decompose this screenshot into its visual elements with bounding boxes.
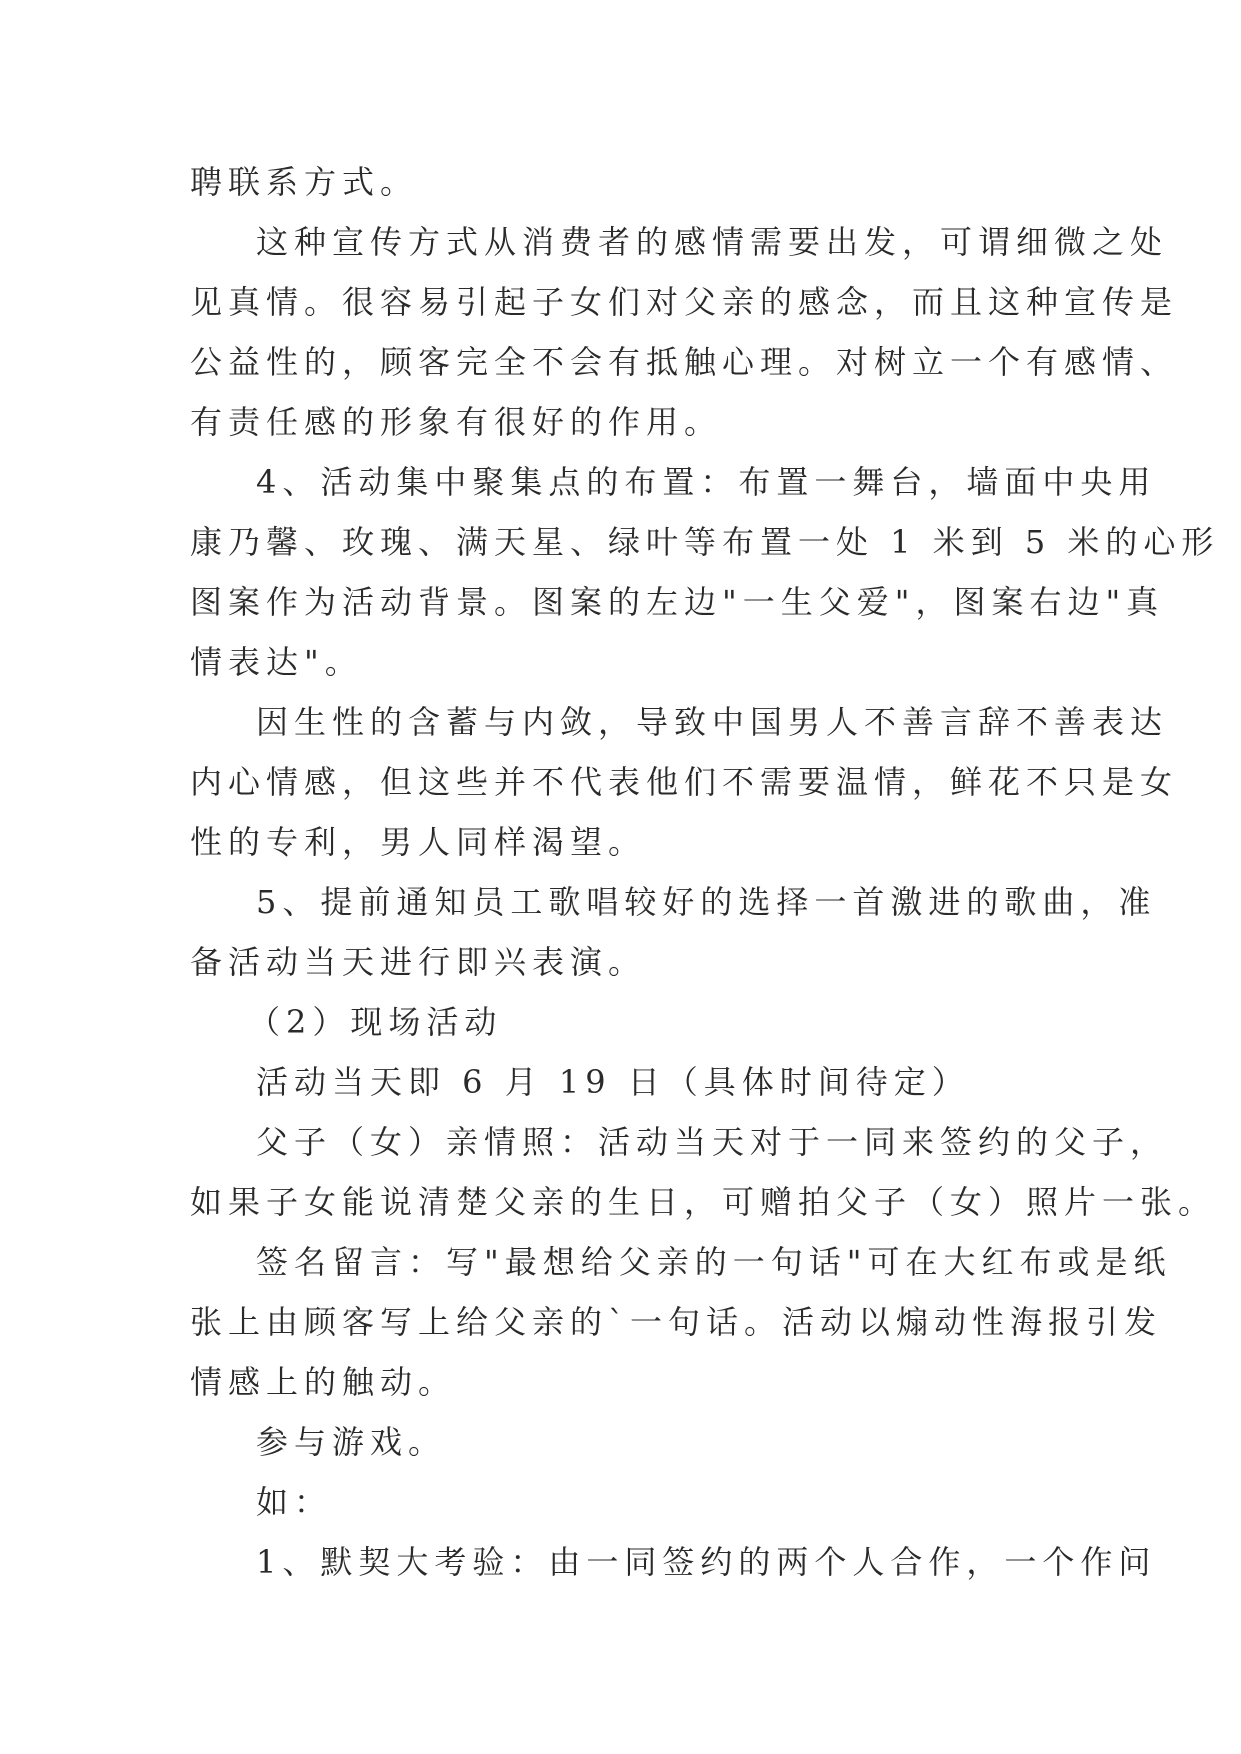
text-line: 内心情感，但这些并不代表他们不需要温情，鲜花不只是女 <box>190 763 1179 801</box>
text-line: 公益性的，顾客完全不会有抵触心理。对树立一个有感情、 <box>190 343 1179 381</box>
text-line: 见真情。很容易引起子女们对父亲的感念，而且这种宣传是 <box>190 283 1179 321</box>
text-line: 有责任感的形象有很好的作用。 <box>190 403 723 441</box>
text-line: 情感上的触动。 <box>190 1363 457 1401</box>
paragraph-first-line: 1、默契大考验：由一同签约的两个人合作，一个作问 <box>256 1543 1157 1581</box>
paragraph-first-line: 如： <box>256 1483 333 1521</box>
paragraph-first-line: 因生性的含蓄与内敛，导致中国男人不善言辞不善表达 <box>256 703 1169 741</box>
paragraph-first-line: 参与游戏。 <box>256 1423 447 1461</box>
paragraph-first-line: 父子（女）亲情照：活动当天对于一同来签约的父子， <box>256 1123 1169 1161</box>
text-line: 备活动当天进行即兴表演。 <box>190 943 647 981</box>
text-line: 如果子女能说清楚父亲的生日，可赠拍父子（女）照片一张。 <box>190 1183 1217 1221</box>
text-line: 情表达"。 <box>190 643 363 681</box>
text-line: 聘联系方式。 <box>190 163 419 201</box>
text-line: 性的专利，男人同样渴望。 <box>190 823 647 861</box>
text-line: 张上由顾客写上给父亲的`一句话。活动以煽动性海报引发 <box>190 1303 1163 1341</box>
text-line: 康乃馨、玫瑰、满天星、绿叶等布置一处 1 米到 5 米的心形 <box>190 523 1220 561</box>
text-line: 图案作为活动背景。图案的左边"一生父爱"，图案右边"真 <box>190 583 1165 621</box>
paragraph-first-line: 这种宣传方式从消费者的感情需要出发，可谓细微之处 <box>256 223 1169 261</box>
paragraph-first-line: 5、提前通知员工歌唱较好的选择一首激进的歌曲，准 <box>256 883 1157 921</box>
paragraph-first-line: 4、活动集中聚集点的布置：布置一舞台，墙面中央用 <box>256 463 1157 501</box>
paragraph-first-line: 签名留言：写"最想给父亲的一句话"可在大红布或是纸 <box>256 1243 1172 1281</box>
paragraph-first-line: 活动当天即 6 月 19 日（具体时间待定） <box>256 1063 970 1101</box>
section-heading: （2）现场活动 <box>248 1003 503 1041</box>
